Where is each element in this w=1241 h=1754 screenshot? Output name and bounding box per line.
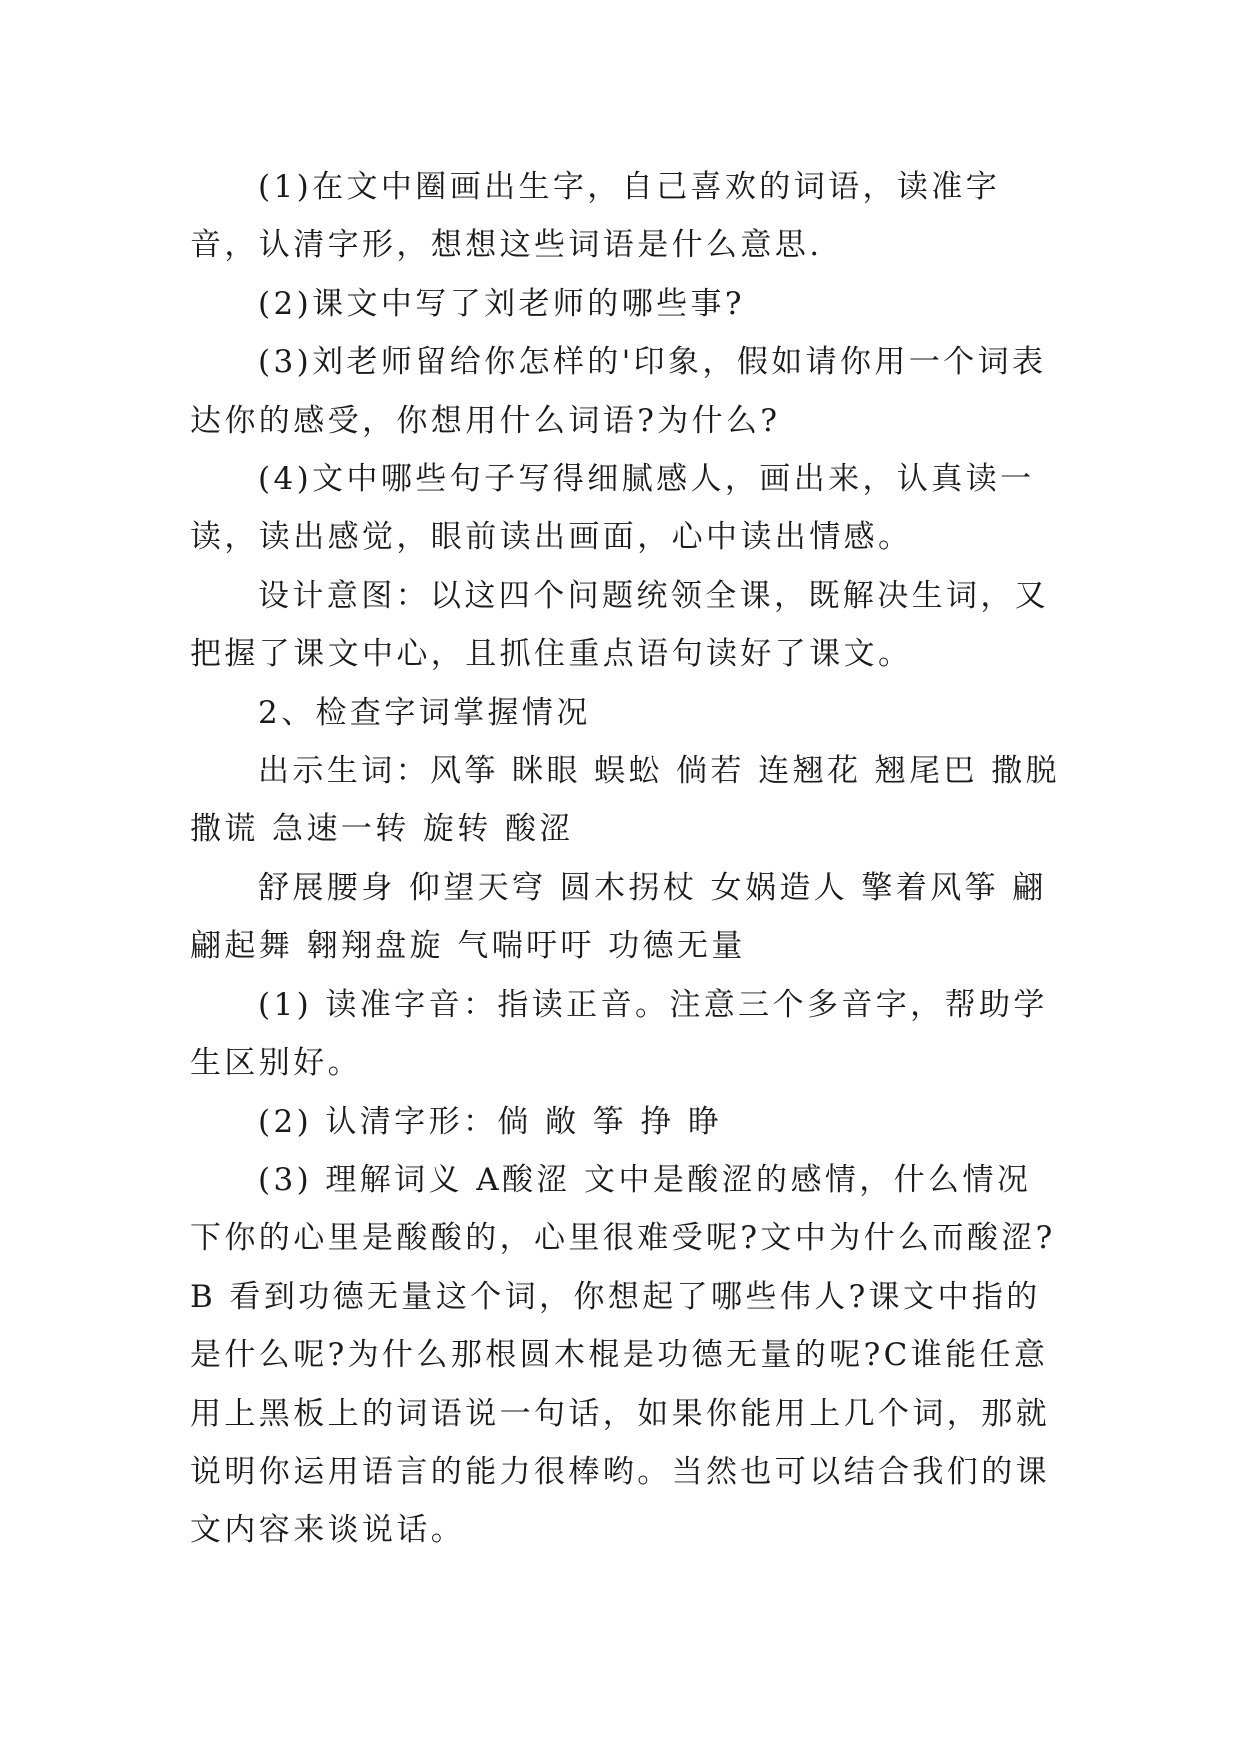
paragraph-question-1: (1)在文中圈画出生字，自己喜欢的词语，读准字音，认清字形，想想这些词语是什么意思. <box>190 169 1001 264</box>
section-heading-check-words: 2、检查字词掌握情况 <box>258 694 591 731</box>
paragraph-pronunciation: (1) 读准字音：指读正音。注意三个多音字，帮助学生区别好。 <box>190 986 1048 1082</box>
paragraph-phrases: 舒展腰身 仰望天穹 圆木拐杖 女娲造人 擎着风筝 翩翩起舞 翱翔盘旋 气喘吁吁 功德无量 <box>190 869 1047 965</box>
paragraph-question-3: (3)刘老师留给你怎样的'印象，假如请你用一个词表达你的感受，你想用什么词语?为什么? <box>190 344 1047 439</box>
paragraph-question-4: (4)文中哪些句子写得细腻感人，画出来，认真读一读，读出感觉，眼前读出画面，心中读出情感。 <box>190 461 1035 556</box>
paragraph-character-forms: (2) 认清字形：倘 敞 筝 挣 睁 <box>258 1103 723 1140</box>
paragraph-word-meanings: (3) 理解词义 A酸涩 文中是酸涩的感情，什么情况下你的心里是酸酸的，心里很难受呢?文中为什么而酸涩?B 看到功德无量这个词，你想起了哪些伟人?课文中指的是什么呢?为什么那根圆木棍是功德无量的呢?C谁能任意用上黑板上的词语说一句话，如果你能用上几个词，那就说明你运用语言的能力很棒哟。当然也可以结合我们的课文内容来谈说话。 <box>190 1161 1056 1549</box>
paragraph-question-2: (2)课文中写了刘老师的哪些事? <box>258 285 745 322</box>
document-body <box>190 158 1074 1560</box>
paragraph-new-words: 出示生词：风筝 眯眼 蜈蚣 倘若 连翘花 翘尾巴 撒脱 撒谎 急速一转 旋转 酸涩 <box>190 753 1074 848</box>
paragraph-design-intent: 设计意图：以这四个问题统领全课，既解决生词，又把握了课文中心，且抓住重点语句读好了课文。 <box>190 577 1050 673</box>
